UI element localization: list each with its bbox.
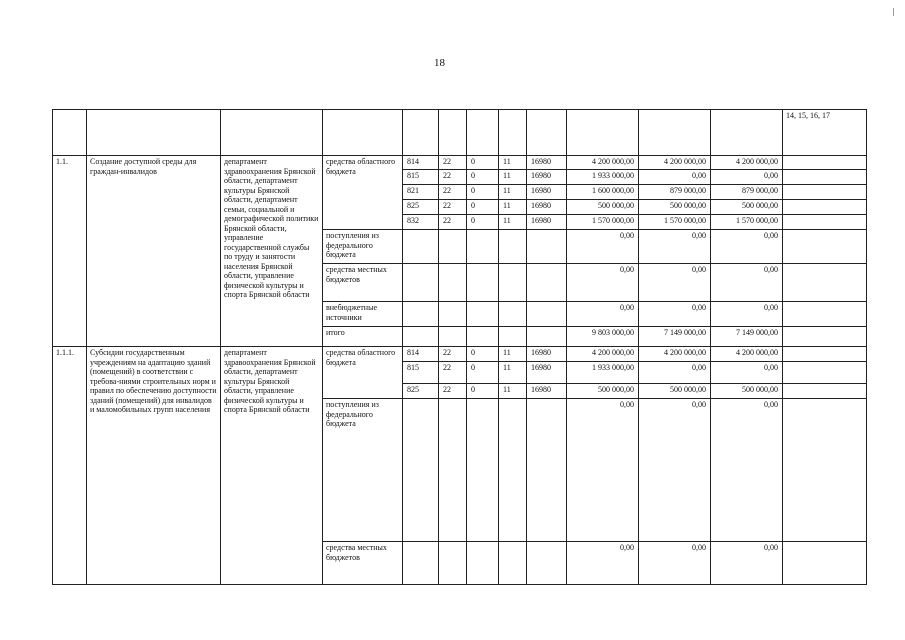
- empty-cell: [439, 542, 467, 585]
- value-2: 0,00: [639, 264, 711, 302]
- row-name: Субсидии государственным учреждениям на адаптацию зданий (помещений) в соответствии с требова-ниями строительных норм и правил по обеспечению доступности зданий (помещений) для инвалидов и маломобильных групп населения: [87, 347, 221, 585]
- code-c: 0: [467, 170, 499, 185]
- code-e: 16980: [527, 200, 567, 215]
- code-d: 11: [499, 185, 527, 200]
- header-cell: [403, 110, 439, 156]
- value-3: 0,00: [711, 542, 783, 585]
- row-executor: департамент здравоохранения Брянской области, департамент культуры Брянской области, департамент семьи, социальной и демографической политики Брянской области, управление государственной службы по труду и занятости населения Брянской области, управление физической культуры и спорта Брянской области: [221, 156, 323, 347]
- empty-cell: [783, 327, 867, 347]
- value-1: 4 200 000,00: [567, 347, 639, 362]
- code-d: 11: [499, 156, 527, 170]
- value-1: 500 000,00: [567, 384, 639, 399]
- scan-mark: [893, 8, 894, 16]
- value-3: 0,00: [711, 399, 783, 542]
- empty-cell: [783, 347, 867, 362]
- value-2: 0,00: [639, 170, 711, 185]
- value-3: 4 200 000,00: [711, 156, 783, 170]
- value-3: 500 000,00: [711, 384, 783, 399]
- value-2: 879 000,00: [639, 185, 711, 200]
- empty-cell: [499, 327, 527, 347]
- code-a: 825: [403, 200, 439, 215]
- empty-cell: [499, 302, 527, 327]
- value-3: 4 200 000,00: [711, 347, 783, 362]
- value-2: 0,00: [639, 542, 711, 585]
- empty-cell: [403, 264, 439, 302]
- empty-cell: [467, 542, 499, 585]
- header-cell: [53, 110, 87, 156]
- empty-cell: [403, 230, 439, 264]
- value-2: 500 000,00: [639, 384, 711, 399]
- code-b: 22: [439, 185, 467, 200]
- empty-cell: [783, 384, 867, 399]
- code-c: 0: [467, 215, 499, 230]
- code-d: 11: [499, 170, 527, 185]
- empty-cell: [783, 230, 867, 264]
- code-c: 0: [467, 156, 499, 170]
- empty-cell: [527, 302, 567, 327]
- code-e: 16980: [527, 215, 567, 230]
- empty-cell: [439, 230, 467, 264]
- value-3: 500 000,00: [711, 200, 783, 215]
- value-2: 4 200 000,00: [639, 347, 711, 362]
- value-3: 7 149 000,00: [711, 327, 783, 347]
- code-b: 22: [439, 200, 467, 215]
- empty-cell: [467, 264, 499, 302]
- value-1: 0,00: [567, 230, 639, 264]
- source-local: средства местных бюджетов: [323, 264, 403, 302]
- empty-cell: [527, 264, 567, 302]
- table-row: [53, 156, 867, 170]
- header-cell: [499, 110, 527, 156]
- empty-cell: [499, 230, 527, 264]
- value-2: 0,00: [639, 302, 711, 327]
- source-federal: поступления из федерального бюджета: [323, 399, 403, 542]
- value-3: 1 570 000,00: [711, 215, 783, 230]
- value-3: 0,00: [711, 170, 783, 185]
- empty-cell: [467, 399, 499, 542]
- code-e: 16980: [527, 362, 567, 384]
- empty-cell: [499, 399, 527, 542]
- empty-cell: [439, 264, 467, 302]
- header-cell: [439, 110, 467, 156]
- code-e: 16980: [527, 156, 567, 170]
- code-e: 16980: [527, 347, 567, 362]
- value-2: 1 570 000,00: [639, 215, 711, 230]
- code-b: 22: [439, 362, 467, 384]
- value-1: 500 000,00: [567, 200, 639, 215]
- empty-cell: [783, 156, 867, 170]
- empty-cell: [527, 542, 567, 585]
- header-cell: [527, 110, 567, 156]
- value-2: 0,00: [639, 399, 711, 542]
- code-e: 16980: [527, 384, 567, 399]
- value-3: 0,00: [711, 302, 783, 327]
- value-1: 1 933 000,00: [567, 362, 639, 384]
- header-cell: [711, 110, 783, 156]
- value-3: 0,00: [711, 230, 783, 264]
- code-e: 16980: [527, 185, 567, 200]
- code-e: 16980: [527, 170, 567, 185]
- row-number: 1.1.: [53, 156, 87, 347]
- code-a: 815: [403, 170, 439, 185]
- empty-cell: [527, 399, 567, 542]
- value-1: 1 933 000,00: [567, 170, 639, 185]
- code-a: 814: [403, 347, 439, 362]
- header-row: [53, 110, 867, 156]
- row-name: Создание доступной среды для граждан-инвалидов: [87, 156, 221, 347]
- code-a: 815: [403, 362, 439, 384]
- empty-cell: [499, 542, 527, 585]
- source-regional: средства областного бюджета: [323, 156, 403, 230]
- source-regional: средства областного бюджета: [323, 347, 403, 399]
- value-1: 9 803 000,00: [567, 327, 639, 347]
- value-3: 0,00: [711, 264, 783, 302]
- empty-cell: [783, 302, 867, 327]
- value-3: 879 000,00: [711, 185, 783, 200]
- empty-cell: [439, 327, 467, 347]
- value-2: 0,00: [639, 362, 711, 384]
- header-cell: [467, 110, 499, 156]
- empty-cell: [467, 230, 499, 264]
- code-a: 814: [403, 156, 439, 170]
- header-cell: [87, 110, 221, 156]
- value-2: 0,00: [639, 230, 711, 264]
- value-1: 0,00: [567, 264, 639, 302]
- header-cell: [323, 110, 403, 156]
- source-extra: внебюджетные источники: [323, 302, 403, 327]
- code-d: 11: [499, 384, 527, 399]
- empty-cell: [783, 170, 867, 185]
- code-a: 825: [403, 384, 439, 399]
- value-1: 1 570 000,00: [567, 215, 639, 230]
- header-cell: [639, 110, 711, 156]
- empty-cell: [403, 327, 439, 347]
- code-b: 22: [439, 170, 467, 185]
- code-b: 22: [439, 347, 467, 362]
- code-c: 0: [467, 384, 499, 399]
- code-b: 22: [439, 156, 467, 170]
- row-number: 1.1.1.: [53, 347, 87, 585]
- value-1: 0,00: [567, 302, 639, 327]
- header-cell: [221, 110, 323, 156]
- value-3: 0,00: [711, 362, 783, 384]
- code-b: 22: [439, 215, 467, 230]
- code-c: 0: [467, 200, 499, 215]
- value-2: 7 149 000,00: [639, 327, 711, 347]
- value-1: 4 200 000,00: [567, 156, 639, 170]
- code-a: 832: [403, 215, 439, 230]
- table-row: [53, 347, 867, 362]
- empty-cell: [783, 362, 867, 384]
- empty-cell: [783, 399, 867, 542]
- code-b: 22: [439, 384, 467, 399]
- value-1: 0,00: [567, 399, 639, 542]
- code-d: 11: [499, 362, 527, 384]
- code-d: 11: [499, 347, 527, 362]
- empty-cell: [403, 542, 439, 585]
- empty-cell: [439, 302, 467, 327]
- empty-cell: [403, 399, 439, 542]
- value-1: 1 600 000,00: [567, 185, 639, 200]
- source-federal: поступления из федерального бюджета: [323, 230, 403, 264]
- code-c: 0: [467, 362, 499, 384]
- empty-cell: [439, 399, 467, 542]
- source-local: средства местных бюджетов: [323, 542, 403, 585]
- empty-cell: [783, 215, 867, 230]
- code-d: 11: [499, 215, 527, 230]
- code-c: 0: [467, 347, 499, 362]
- value-1: 0,00: [567, 542, 639, 585]
- source-total: итого: [323, 327, 403, 347]
- header-note: 14, 15, 16, 17: [783, 110, 867, 156]
- empty-cell: [783, 264, 867, 302]
- empty-cell: [527, 230, 567, 264]
- code-d: 11: [499, 200, 527, 215]
- empty-cell: [467, 327, 499, 347]
- header-cell: [567, 110, 639, 156]
- empty-cell: [403, 302, 439, 327]
- empty-cell: [467, 302, 499, 327]
- value-2: 4 200 000,00: [639, 156, 711, 170]
- code-c: 0: [467, 185, 499, 200]
- budget-table: [52, 109, 867, 585]
- page-number: 18: [434, 57, 445, 69]
- row-executor: департамент здравоохранения Брянской области, департамент культуры Брянской области, управление физической культуры и спорта Брянской области: [221, 347, 323, 585]
- empty-cell: [783, 200, 867, 215]
- empty-cell: [499, 264, 527, 302]
- value-2: 500 000,00: [639, 200, 711, 215]
- empty-cell: [527, 327, 567, 347]
- code-a: 821: [403, 185, 439, 200]
- empty-cell: [783, 185, 867, 200]
- empty-cell: [783, 542, 867, 585]
